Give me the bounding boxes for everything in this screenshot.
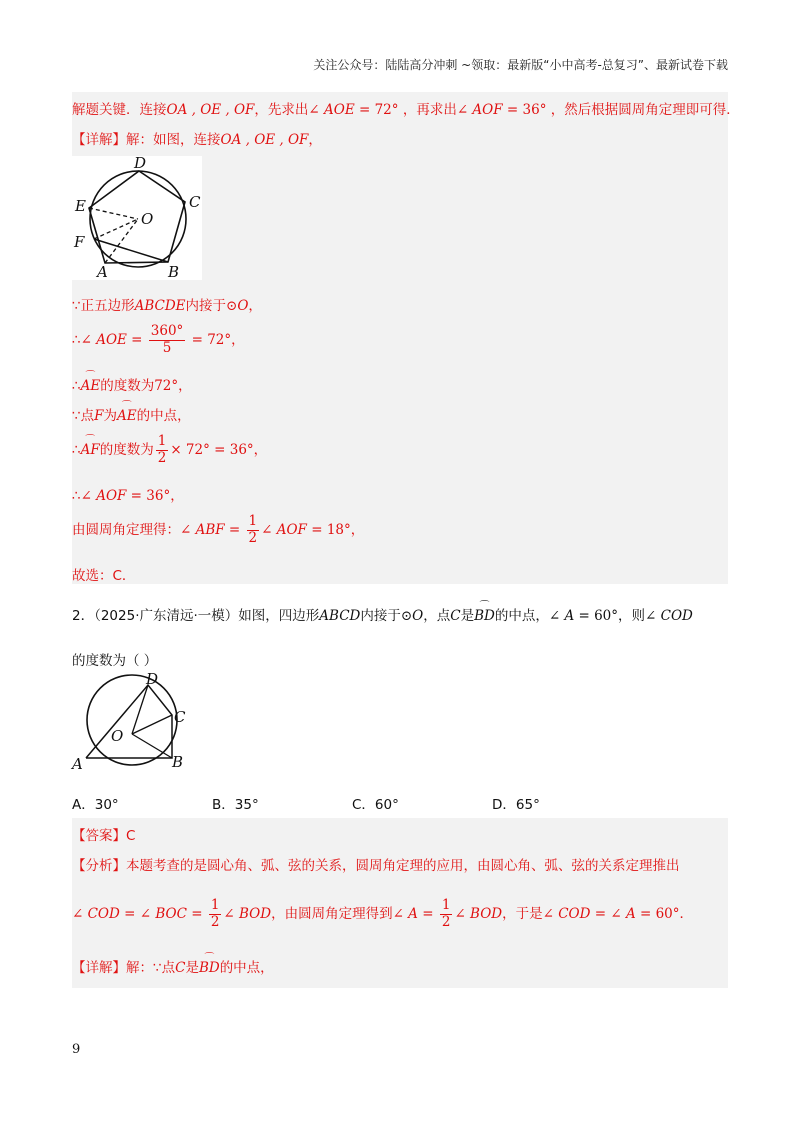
label-C: C	[174, 708, 186, 726]
step-8: 故选：C．	[72, 568, 136, 584]
label-B: B	[172, 753, 184, 771]
pentagon-diagram	[72, 156, 202, 280]
answer-tag: 【答案】	[72, 828, 126, 844]
step-2: ∴∠ AOE = $\frac{360^\circ}{5}$ = 72°，	[72, 323, 245, 356]
detail-line: 【详解】解：如图，连接OA , OE , OF，	[72, 132, 322, 148]
step-3: ∴⌒ AE的度数为72°，	[72, 374, 192, 394]
quadrilateral-figure	[68, 672, 196, 772]
step-1: ∵正五边形ABCDE内接于⊙O，	[72, 298, 262, 314]
option-b[interactable]: B．35°	[212, 797, 259, 813]
step-4: ∵点F为⌒ AE的中点，	[72, 404, 191, 424]
step-7: 由圆周角定理得：∠ ABF = $\frac{1}{2}$ ∠ AOF = 18°，	[72, 513, 365, 546]
analysis-tag: 【分析】	[72, 858, 126, 874]
option-a[interactable]: A．30°	[72, 797, 119, 813]
label-D: D	[134, 156, 147, 172]
quadrilateral-diagram	[68, 672, 196, 772]
pentagon-figure	[72, 156, 202, 280]
page-header: 关注公众号：陆陆高分冲刺 ~领取：最新版“小中高考-总复习”、最新试卷下载	[313, 58, 728, 72]
label-B: B	[168, 263, 180, 280]
label-O: O	[111, 727, 124, 745]
label-F: F	[74, 233, 85, 251]
question-2-line-2: 的度数为（ ）	[72, 653, 158, 669]
label-E: E	[75, 197, 86, 215]
answer-line	[72, 824, 135, 844]
label-D: D	[146, 672, 159, 688]
step-5: ∴⌒ AF的度数为 $\frac{1}{2}$ × 72° = 36°，	[72, 434, 267, 466]
question-2-line-1: 2．（2025·广东清远·一模）如图，四边形ABCD内接于⊙O，点C是⌒ BD的中点，∠ A = 60°，则∠ COD	[72, 604, 693, 624]
solution-intro-line: 解题关键．连接OA , OE , OF，先求出∠ AOE = 72° ，再求出∠ AOF = 36° ，然后根据圆周角定理即可得．	[72, 102, 740, 118]
analysis-formula-line: ∠ COD = ∠ BOC = $\frac{1}{2}$ ∠ BOD，由圆周角定理得到∠ A = $\frac{1}{2}$ ∠ BOD，于是∠ COD = ∠ A = 60°．	[72, 897, 694, 930]
answer-value: C	[126, 828, 136, 844]
analysis-line: 【分析】本题考查的是圆心角、弧、弦的关系，圆周角定理的应用，由圆心角、弧、弦的关系定理推出	[72, 858, 680, 874]
solution-panel-1	[72, 92, 740, 584]
label-O: O	[141, 210, 154, 228]
label-C: C	[189, 193, 201, 211]
label-A: A	[97, 263, 108, 280]
answer-panel-2	[72, 818, 728, 988]
option-c[interactable]: C．60°	[352, 797, 399, 813]
step-6: ∴∠ AOF = 36°，	[72, 488, 184, 504]
detail-line-2: 【详解】解：∵点C是⌒ BD的中点，	[72, 956, 274, 976]
label-A: A	[72, 755, 83, 772]
detail-tag-2: 【详解】	[72, 960, 126, 976]
option-d[interactable]: D．65°	[492, 797, 540, 813]
detail-tag: 【详解】	[72, 132, 126, 148]
page-number: 9	[72, 1042, 81, 1057]
